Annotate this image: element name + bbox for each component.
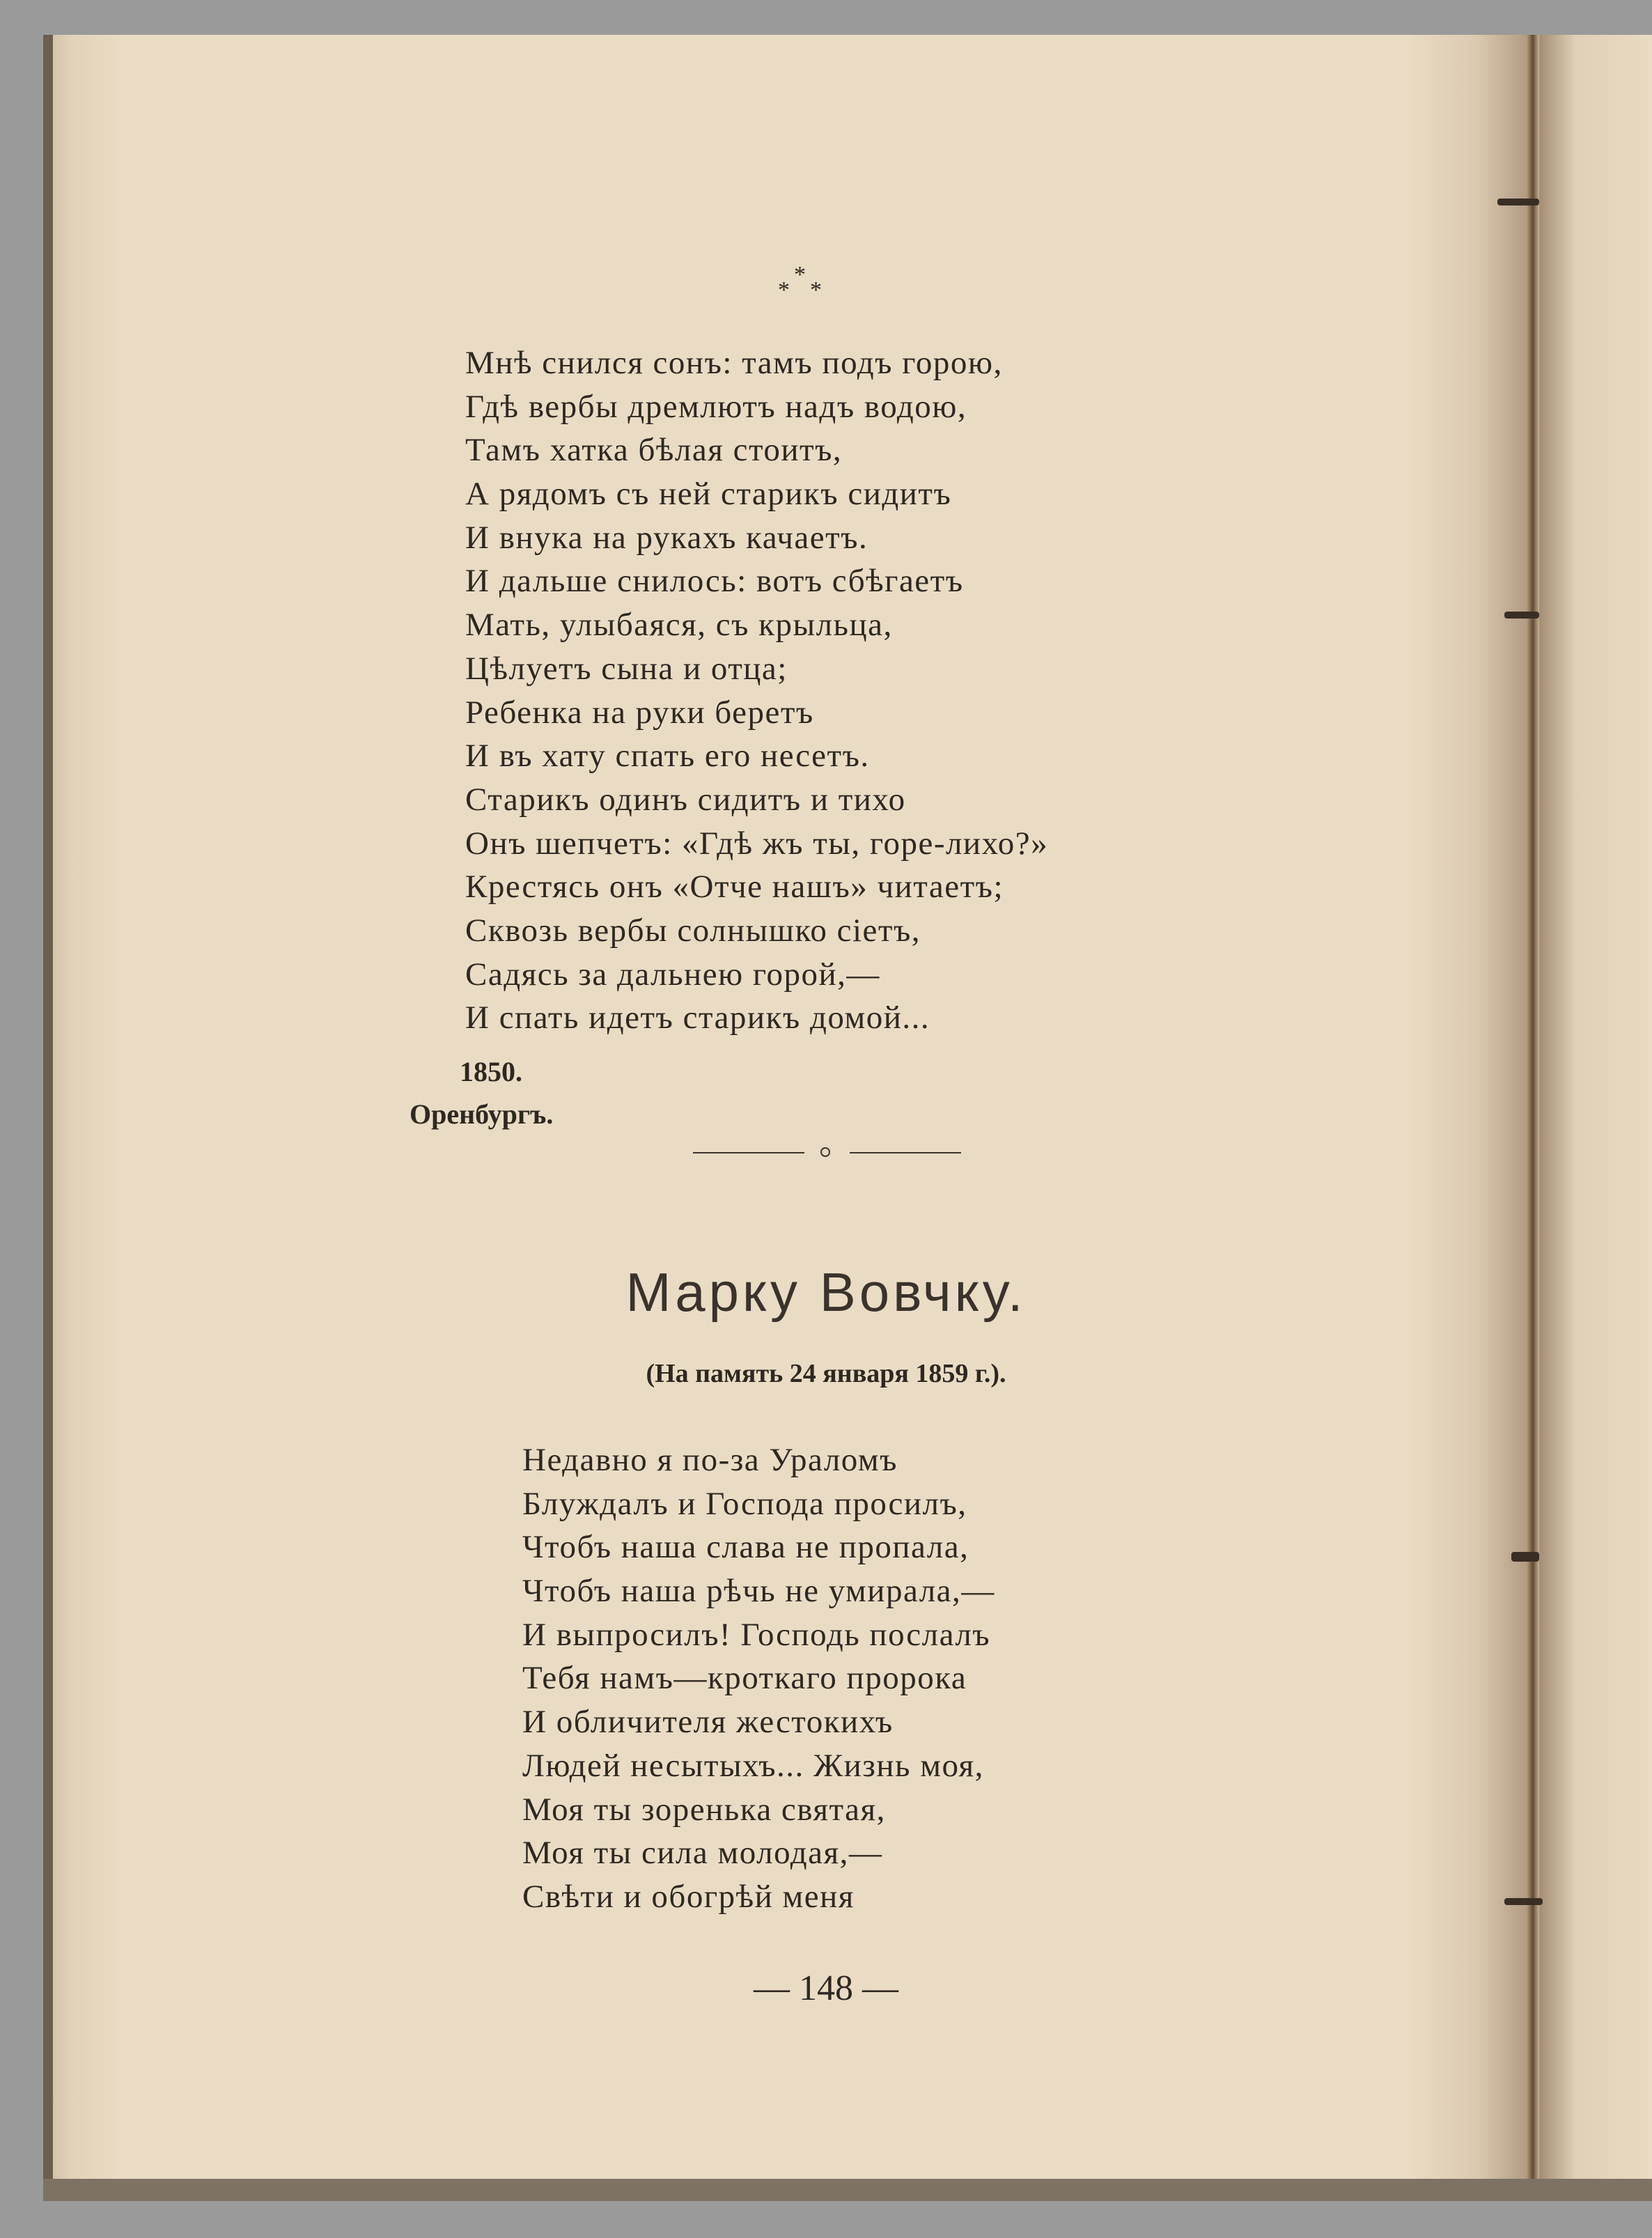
verse-line: И обличителя жестокихъ xyxy=(522,1704,894,1741)
verse-line: И спать идетъ старикъ домой... xyxy=(465,1000,930,1036)
page-bottom-edge xyxy=(43,2179,1652,2201)
binding-thread xyxy=(1504,1898,1543,1905)
verse-line: Онъ шепчетъ: «Гдѣ жъ ты, горе-лихо?» xyxy=(465,825,1049,862)
binding-thread xyxy=(1511,1552,1539,1562)
verse-line: Сквозь вербы солнышко сіетъ, xyxy=(465,912,921,949)
verse-line: Мнѣ снился сонъ: тамъ подъ горою, xyxy=(465,345,1003,381)
poem-subtitle: (На память 24 января 1859 г.). xyxy=(646,1359,1006,1388)
divider-ornament xyxy=(820,1147,830,1157)
poem-stanza xyxy=(465,341,1048,1040)
verse-line: Ребенка на руки беретъ xyxy=(465,694,814,731)
book-gutter xyxy=(1527,35,1539,2179)
poem-place: Оренбургъ. xyxy=(410,1098,554,1130)
binding-thread xyxy=(1504,612,1539,619)
poem-date: 1850. xyxy=(460,1056,522,1087)
verse-line: И выпросилъ! Господь послалъ xyxy=(522,1616,991,1653)
verse-line: Садясь за дальнею горой,— xyxy=(465,956,880,993)
verse-line: Гдѣ вербы дремлютъ надъ водою, xyxy=(465,388,967,425)
asterism-divider xyxy=(773,258,829,306)
verse-line: И дальше снилось: вотъ сбѣгаетъ xyxy=(465,563,964,600)
verse-line: Моя ты сила молодая,— xyxy=(522,1835,883,1872)
verse-line: Чтобъ наша слава не пропала, xyxy=(522,1529,969,1566)
verse-line: И внука на рукахъ качаетъ. xyxy=(465,519,868,556)
page-number: — 148 — xyxy=(754,1968,898,2008)
binding-thread xyxy=(1497,199,1539,205)
verse-line: Цѣлуетъ сына и отца; xyxy=(465,650,788,687)
verse-line: Моя ты зоренька святая, xyxy=(522,1791,886,1828)
verse-line: Тамъ хатка бѣлая стоитъ, xyxy=(465,432,843,469)
verse-line: Мать, улыбаяся, съ крыльца, xyxy=(465,607,893,644)
divider-rule xyxy=(850,1152,961,1153)
section-divider xyxy=(693,1142,961,1163)
verse-line: Старикъ одинъ сидитъ и тихо xyxy=(465,781,906,818)
asterism-star: * xyxy=(794,262,806,288)
divider-rule xyxy=(693,1152,804,1153)
verse-line: И въ хату спать его несетъ. xyxy=(465,738,870,775)
verse-line: Крестясь онъ «Отче нашъ» читаетъ; xyxy=(465,869,1004,906)
poem-title: Марку Вовчку. xyxy=(625,1261,1027,1323)
verse-line: Людей несытыхъ... Жизнь моя, xyxy=(522,1747,984,1784)
verse-line: Блуждалъ и Господа просилъ, xyxy=(522,1485,967,1522)
asterism-star: * xyxy=(778,277,790,303)
page-left-edge xyxy=(43,35,53,2201)
verse-line: Тебя намъ—кроткаго пророка xyxy=(522,1660,967,1697)
verse-line: Свѣти и обогрѣй меня xyxy=(522,1878,855,1915)
asterism-star: * xyxy=(810,277,822,303)
poem-stanza xyxy=(522,1438,995,1919)
verse-line: А рядомъ съ ней старикъ сидитъ xyxy=(465,476,952,513)
verse-line: Чтобъ наша рѣчь не умирала,— xyxy=(522,1573,995,1610)
verse-line: Недавно я по-за Ураломъ xyxy=(522,1442,898,1478)
